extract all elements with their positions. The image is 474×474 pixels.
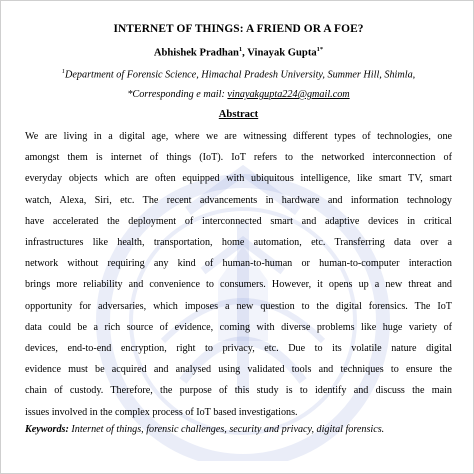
paper-title: INTERNET OF THINGS: A FRIEND OR A FOE?: [113, 23, 364, 35]
author-name: Vinayak Gupta: [247, 47, 317, 59]
abstract-line: evidence must be acquired and analysed using validated tools and techniques to ensure the: [25, 364, 452, 376]
abstract-line: watch, Alexa, Siri, etc. The recent advancements in hardware and information technology: [25, 194, 452, 206]
affiliation-text: Department of Forensic Science, Himachal Pradesh University, Summer Hill, Shimla,: [65, 68, 416, 80]
abstract-line: issues involved in the complex process of IoT based investigations.: [25, 406, 298, 418]
author-affiliation-mark: 1: [238, 46, 243, 53]
author-list: [25, 46, 452, 59]
paper-content: [1, 23, 473, 435]
author-separator: ,: [242, 47, 248, 59]
abstract-line: amongst them is internet of things (IoT). IoT refers to the networked interconnection of: [25, 152, 452, 164]
keywords-text: Internet of things, forensic challenges, security and privacy, digital forensics.: [68, 423, 385, 435]
corresponding-email-line: [25, 89, 452, 100]
keywords-line: [25, 424, 452, 435]
abstract-line: We are living in a digital age, where we are witnessing different types of technologies, one: [25, 130, 452, 142]
keywords-label: Keywords:: [25, 423, 69, 435]
corresponding-email-link[interactable]: vinayakgupta224@gmail.com: [227, 88, 350, 100]
abstract-line: devices, end-to-end encryption, right to privacy, etc. Due to its volatile nature digital: [25, 342, 452, 354]
abstract-line: have accelerated the deployment of interconnected smart and adaptive devices in critical: [25, 215, 452, 227]
abstract-line: brings more reliability and convenience to consumers. However, it opens up a new threat and: [25, 279, 452, 291]
author-name: Abhishek Pradhan: [153, 47, 239, 59]
affiliation: [25, 68, 452, 80]
abstract-line: chain of custody. Therefore, the purpose of this study is to identify and discuss the main: [25, 385, 452, 397]
abstract-body: [25, 126, 452, 423]
abstract-heading: Abstract: [218, 108, 259, 120]
abstract-line: network without requiring any kind of human-to-human or human-to-computer interaction: [25, 258, 452, 270]
abstract-line: infrastructures like health, transportation, home automation, etc. Transferring data over a: [25, 236, 452, 248]
affiliation-mark: 1: [61, 67, 66, 75]
abstract-line: everyday objects which are often equipped with ubiquitous intelligence, like smart TV, smart: [25, 173, 452, 185]
abstract-line: opportunity for adversaries, which imposes a new question to the digital forensics. The IoT: [25, 300, 452, 312]
author-affiliation-mark: 1*: [316, 46, 324, 53]
corresponding-prefix: *Corresponding e mail:: [127, 88, 228, 100]
abstract-line: data could be a rich source of evidence, coming with diverse problems like huge variety of: [25, 321, 452, 333]
